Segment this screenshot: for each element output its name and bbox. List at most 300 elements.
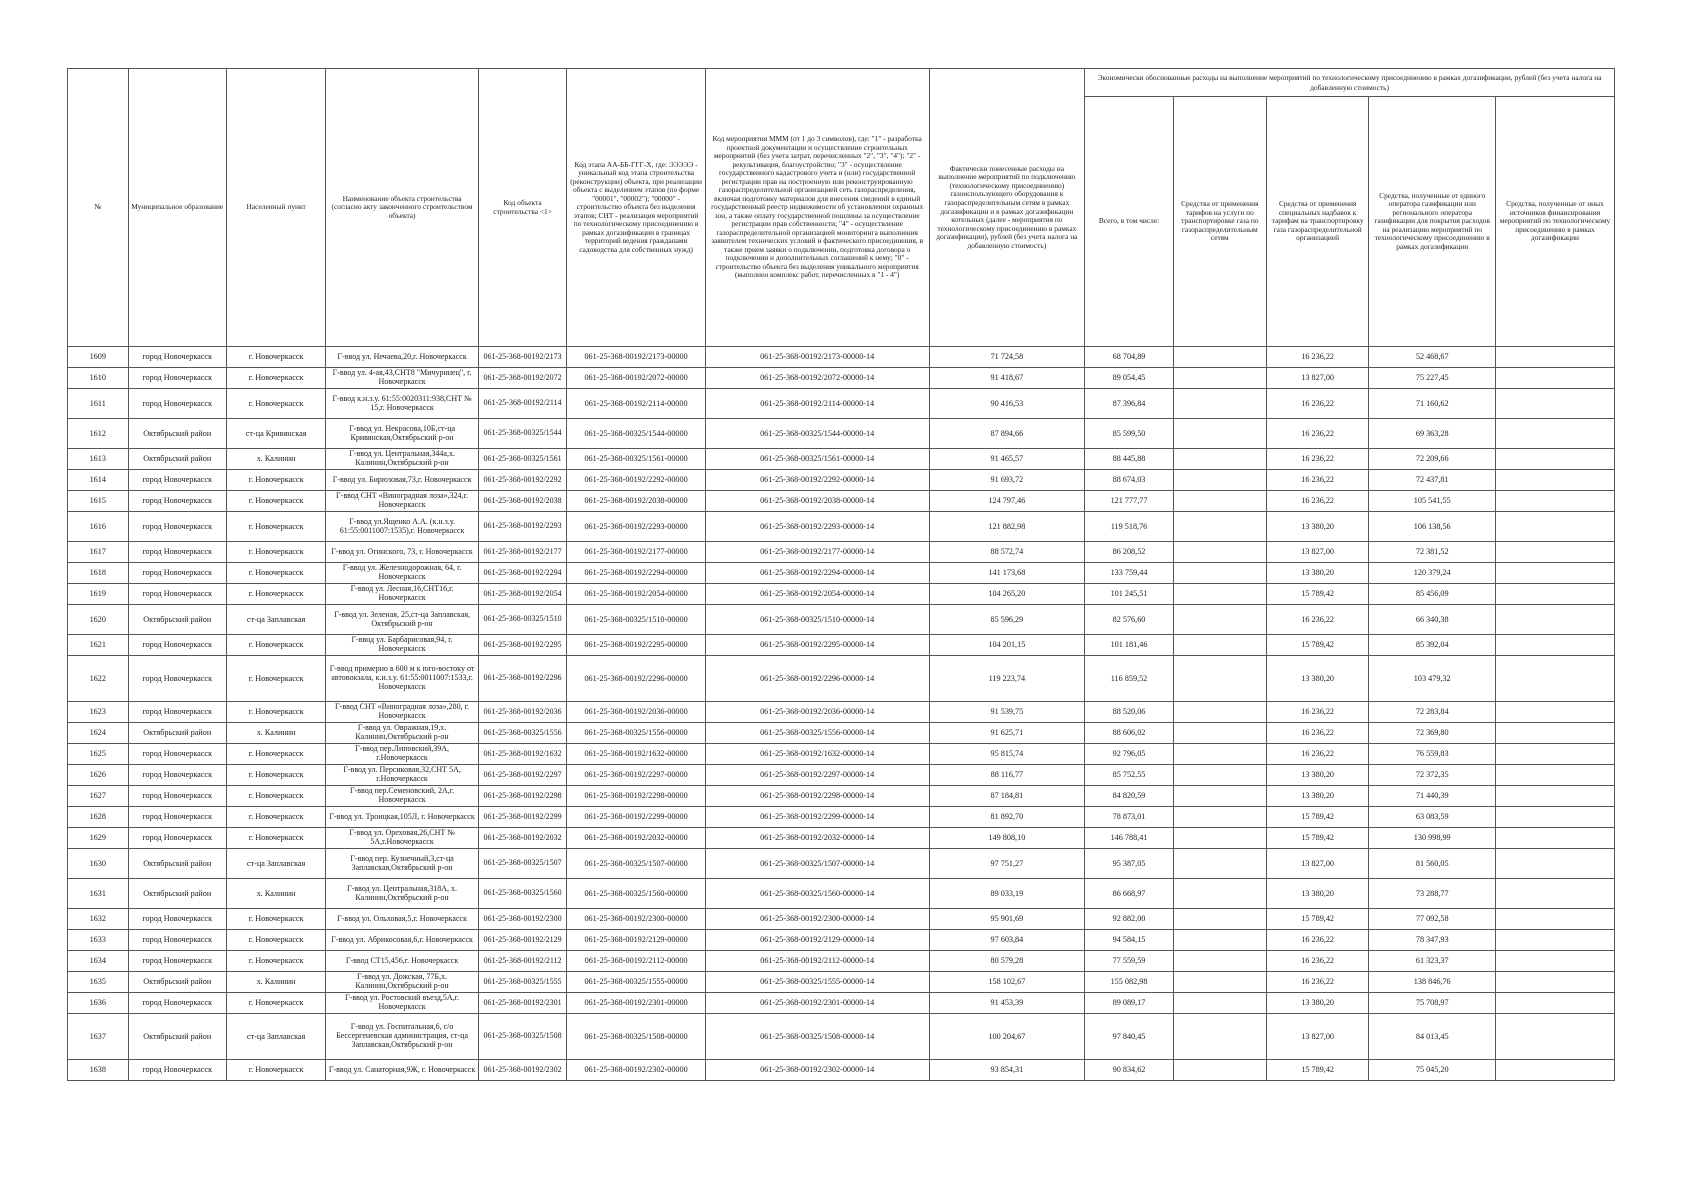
row-event-code: 061-25-368-00192/2038-00000-14 — [705, 491, 929, 512]
row-event-code: 061-25-368-00192/2177-00000-14 — [705, 542, 929, 563]
row-object-code: 061-25-368-00192/2112 — [478, 951, 567, 972]
row-municipality: город Новочеркасск — [128, 1060, 226, 1081]
table-row — [68, 1014, 1615, 1060]
row-surcharges: 15 789,42 — [1266, 584, 1369, 605]
row-event-code: 061-25-368-00192/2114-00000-14 — [705, 389, 929, 419]
row-settlement: г. Новочеркасск — [226, 807, 325, 828]
row-total: 85 752,55 — [1085, 765, 1174, 786]
row-municipality: город Новочеркасск — [128, 470, 226, 491]
row-settlement: г. Новочеркасск — [226, 909, 325, 930]
row-object-name: Г-ввод ул.Ященко А.А. (к.н.з.у. 61:55:0011007:1535),г. Новочеркасск — [326, 512, 478, 542]
row-tariffs — [1173, 605, 1266, 635]
row-other-sources — [1495, 605, 1614, 635]
row-tariffs — [1173, 879, 1266, 909]
row-settlement: г. Новочеркасск — [226, 368, 325, 389]
row-stage-code: 061-25-368-00325/1508-00000 — [567, 1014, 705, 1060]
row-object-code: 061-25-368-00325/1555 — [478, 972, 567, 993]
row-regional-operator: 138 846,76 — [1369, 972, 1495, 993]
row-surcharges: 13 827,00 — [1266, 849, 1369, 879]
row-other-sources — [1495, 993, 1614, 1014]
row-stage-code: 061-25-368-00325/1561-00000 — [567, 449, 705, 470]
row-event-code: 061-25-368-00192/2298-00000-14 — [705, 786, 929, 807]
row-surcharges: 16 236,22 — [1266, 491, 1369, 512]
row-total: 88 445,88 — [1085, 449, 1174, 470]
header-num: № — [68, 69, 129, 347]
row-other-sources — [1495, 512, 1614, 542]
row-other-sources — [1495, 765, 1614, 786]
row-municipality: Октябрьский район — [128, 849, 226, 879]
row-object-name: Г-ввод ул. Центральная,318А, х. Калинин,Октябрьский р-он — [326, 879, 478, 909]
row-tariffs — [1173, 470, 1266, 491]
row-regional-operator: 81 560,05 — [1369, 849, 1495, 879]
row-actual-costs: 124 797,46 — [929, 491, 1085, 512]
row-total: 155 082,98 — [1085, 972, 1174, 993]
row-settlement: г. Новочеркасск — [226, 765, 325, 786]
table-row — [68, 744, 1615, 765]
table-row — [68, 368, 1615, 389]
row-total: 92 882,00 — [1085, 909, 1174, 930]
row-object-name: Г-ввод ул. Троицкая,105Л, г. Новочеркасск — [326, 807, 478, 828]
row-object-code: 061-25-368-00192/2294 — [478, 563, 567, 584]
row-number: 1620 — [68, 605, 129, 635]
row-regional-operator: 63 083,59 — [1369, 807, 1495, 828]
row-number: 1637 — [68, 1014, 129, 1060]
row-number: 1629 — [68, 828, 129, 849]
row-other-sources — [1495, 972, 1614, 993]
row-actual-costs: 91 625,71 — [929, 723, 1085, 744]
row-event-code: 061-25-368-00325/1561-00000-14 — [705, 449, 929, 470]
header-object-name: Наименование объекта строительства (согласно акту законченного строительством объекта) — [326, 69, 478, 347]
row-object-name: Г-ввод пер. Кузнечный,3,ст-ца Заплавская,Октябрьский р-он — [326, 849, 478, 879]
row-actual-costs: 104 201,15 — [929, 635, 1085, 656]
row-object-code: 061-25-368-00192/2054 — [478, 584, 567, 605]
row-total: 88 674,03 — [1085, 470, 1174, 491]
row-event-code: 061-25-368-00325/1510-00000-14 — [705, 605, 929, 635]
table-row — [68, 723, 1615, 744]
row-stage-code: 061-25-368-00192/2038-00000 — [567, 491, 705, 512]
row-object-name: Г-ввод ул. Нечаева,20,г. Новочеркасск — [326, 347, 478, 368]
row-actual-costs: 91 418,67 — [929, 368, 1085, 389]
row-municipality: город Новочеркасск — [128, 702, 226, 723]
row-object-name: Г-ввод ул. Бирюзовая,73,г. Новочеркасск — [326, 470, 478, 491]
row-tariffs — [1173, 909, 1266, 930]
row-number: 1612 — [68, 419, 129, 449]
row-municipality: город Новочеркасск — [128, 656, 226, 702]
row-object-code: 061-25-368-00192/1632 — [478, 744, 567, 765]
row-total: 94 584,15 — [1085, 930, 1174, 951]
row-tariffs — [1173, 449, 1266, 470]
row-actual-costs: 88 116,77 — [929, 765, 1085, 786]
row-object-code: 061-25-368-00192/2036 — [478, 702, 567, 723]
row-regional-operator: 72 437,81 — [1369, 470, 1495, 491]
row-total: 95 387,05 — [1085, 849, 1174, 879]
header-actual-costs: Фактически понесенные расходы на выполнение мероприятий по подключению (технологическому присоединению) газоиспользующего оборудования к газораспределительным сетям в рамках догазификации и в рамках догазификации котельных (далее - мероприятия по технологическому присоединению в рамках догазификации), рублей (без учета налога на добавленную стоимость) — [929, 69, 1085, 347]
row-object-code: 061-25-368-00192/2038 — [478, 491, 567, 512]
row-regional-operator: 76 559,83 — [1369, 744, 1495, 765]
row-regional-operator: 75 708,97 — [1369, 993, 1495, 1014]
row-total: 85 599,50 — [1085, 419, 1174, 449]
row-object-name: Г-ввод ул. Ольховая,5,г. Новочеркасск — [326, 909, 478, 930]
row-event-code: 061-25-368-00192/2295-00000-14 — [705, 635, 929, 656]
row-object-code: 061-25-368-00192/2129 — [478, 930, 567, 951]
row-municipality: город Новочеркасск — [128, 930, 226, 951]
row-other-sources — [1495, 419, 1614, 449]
row-settlement: ст-ца Заплавская — [226, 1014, 325, 1060]
row-tariffs — [1173, 807, 1266, 828]
row-other-sources — [1495, 449, 1614, 470]
row-other-sources — [1495, 930, 1614, 951]
row-actual-costs: 97 751,27 — [929, 849, 1085, 879]
row-regional-operator: 66 340,38 — [1369, 605, 1495, 635]
row-tariffs — [1173, 419, 1266, 449]
table-row — [68, 879, 1615, 909]
row-total: 78 873,01 — [1085, 807, 1174, 828]
row-other-sources — [1495, 909, 1614, 930]
row-surcharges: 13 827,00 — [1266, 368, 1369, 389]
row-event-code: 061-25-368-00192/2302-00000-14 — [705, 1060, 929, 1081]
row-actual-costs: 91 539,75 — [929, 702, 1085, 723]
row-regional-operator: 77 092,58 — [1369, 909, 1495, 930]
row-other-sources — [1495, 347, 1614, 368]
row-other-sources — [1495, 584, 1614, 605]
row-number: 1626 — [68, 765, 129, 786]
row-object-code: 061-25-368-00192/2072 — [478, 368, 567, 389]
row-number: 1613 — [68, 449, 129, 470]
table-row — [68, 449, 1615, 470]
row-actual-costs: 91 453,39 — [929, 993, 1085, 1014]
row-tariffs — [1173, 993, 1266, 1014]
row-object-name: Г-ввод ул. Некрасова,10Б,ст-ца Кривянская,Октябрьский р-он — [326, 419, 478, 449]
row-number: 1632 — [68, 909, 129, 930]
row-settlement: г. Новочеркасск — [226, 347, 325, 368]
row-other-sources — [1495, 563, 1614, 584]
row-number: 1623 — [68, 702, 129, 723]
row-actual-costs: 85 596,29 — [929, 605, 1085, 635]
row-total: 101 245,51 — [1085, 584, 1174, 605]
row-surcharges: 16 236,22 — [1266, 470, 1369, 491]
row-regional-operator: 105 541,55 — [1369, 491, 1495, 512]
row-number: 1635 — [68, 972, 129, 993]
row-object-code: 061-25-368-00192/2301 — [478, 993, 567, 1014]
row-stage-code: 061-25-368-00325/1555-00000 — [567, 972, 705, 993]
row-settlement: ст-ца Кривянская — [226, 419, 325, 449]
row-object-code: 061-25-368-00192/2297 — [478, 765, 567, 786]
row-stage-code: 061-25-368-00325/1556-00000 — [567, 723, 705, 744]
row-actual-costs: 91 693,72 — [929, 470, 1085, 491]
row-event-code: 061-25-368-00192/2072-00000-14 — [705, 368, 929, 389]
row-object-name: Г-ввод ул. Лесная,16,СНТ16,г. Новочеркасск — [326, 584, 478, 605]
row-surcharges: 13 380,20 — [1266, 786, 1369, 807]
row-object-name: Г-ввод СТ15,456,г. Новочеркасск — [326, 951, 478, 972]
row-tariffs — [1173, 744, 1266, 765]
header-tariffs: Средства от применения тарифов на услуги по транспортировке газа по газораспределительным сетям — [1173, 97, 1266, 347]
row-other-sources — [1495, 368, 1614, 389]
row-event-code: 061-25-368-00192/2300-00000-14 — [705, 909, 929, 930]
row-other-sources — [1495, 635, 1614, 656]
row-tariffs — [1173, 542, 1266, 563]
table-row — [68, 930, 1615, 951]
row-regional-operator: 72 283,84 — [1369, 702, 1495, 723]
row-stage-code: 061-25-368-00192/2294-00000 — [567, 563, 705, 584]
row-object-code: 061-25-368-00325/1510 — [478, 605, 567, 635]
row-municipality: город Новочеркасск — [128, 635, 226, 656]
table-row — [68, 656, 1615, 702]
row-other-sources — [1495, 744, 1614, 765]
row-regional-operator: 52 468,67 — [1369, 347, 1495, 368]
row-number: 1609 — [68, 347, 129, 368]
row-object-code: 061-25-368-00192/2032 — [478, 828, 567, 849]
row-number: 1622 — [68, 656, 129, 702]
row-other-sources — [1495, 1014, 1614, 1060]
row-settlement: х. Калинин — [226, 723, 325, 744]
row-regional-operator: 103 479,32 — [1369, 656, 1495, 702]
row-settlement: х. Калинин — [226, 972, 325, 993]
header-regional-operator: Средства, полученные от единого оператора газификации или регионального оператора газификации для покрытия расходов на реализацию мероприятий по технологическому присоединению в рамках догазификации — [1369, 97, 1495, 347]
row-tariffs — [1173, 368, 1266, 389]
row-settlement: г. Новочеркасск — [226, 542, 325, 563]
row-municipality: Октябрьский район — [128, 419, 226, 449]
row-tariffs — [1173, 786, 1266, 807]
row-settlement: г. Новочеркасск — [226, 584, 325, 605]
row-surcharges: 15 789,42 — [1266, 909, 1369, 930]
cost-table — [67, 68, 1615, 1081]
row-actual-costs: 104 265,20 — [929, 584, 1085, 605]
row-surcharges: 16 236,22 — [1266, 449, 1369, 470]
row-tariffs — [1173, 702, 1266, 723]
row-settlement: г. Новочеркасск — [226, 635, 325, 656]
row-regional-operator: 71 440,39 — [1369, 786, 1495, 807]
row-stage-code: 061-25-368-00192/2302-00000 — [567, 1060, 705, 1081]
row-object-name: Г-ввод пер.Семеновский, 2А,г. Новочеркасск — [326, 786, 478, 807]
row-regional-operator: 72 369,80 — [1369, 723, 1495, 744]
row-surcharges: 16 236,22 — [1266, 951, 1369, 972]
row-settlement: г. Новочеркасск — [226, 993, 325, 1014]
row-number: 1616 — [68, 512, 129, 542]
table-row — [68, 635, 1615, 656]
row-other-sources — [1495, 542, 1614, 563]
row-municipality: город Новочеркасск — [128, 765, 226, 786]
row-stage-code: 061-25-368-00192/2129-00000 — [567, 930, 705, 951]
row-tariffs — [1173, 512, 1266, 542]
row-actual-costs: 100 204,67 — [929, 1014, 1085, 1060]
row-municipality: Октябрьский район — [128, 723, 226, 744]
row-regional-operator: 85 392,04 — [1369, 635, 1495, 656]
row-regional-operator: 120 379,24 — [1369, 563, 1495, 584]
row-object-name: Г-ввод ул. Огинского, 73, г. Новочеркасск — [326, 542, 478, 563]
row-tariffs — [1173, 656, 1266, 702]
table-row — [68, 993, 1615, 1014]
header-event-code: Код мероприятия МММ (от 1 до 3 символов), где: "1" - разработка проектной документации и осуществление строительных мероприятий (без учета затрат, перечисленных "2", "3", "4"); "2" - рекультивация, благоустройство; "3" - осуществление государственного кадастрового учета и (или) государственной регистрации прав на построенную или реконструированную газораспределительной организацией сеть газораспределения, включая подготовку материалов для внесения сведений в единый государственный реестр недвижимости об установлении охранных зон, а также оплату государственной пошлины за осуществление регистрации прав собственности; "4" - осуществление газораспределительной организацией мониторинга выполнения заявителем технических условий и фактического присоединения, в также прием заявки о подключении, подготовка договора о подключении и дополнительных соглашений к нему; "0" - строительство объекта без выделения уникального мероприятия (выполнен комплекс работ, перечисленных в "1 - 4") — [705, 69, 929, 347]
row-actual-costs: 80 579,28 — [929, 951, 1085, 972]
header-surcharges: Средства от применения специальных надбавок к тарифам на транспортировку газа газораспределительной организацией — [1266, 97, 1369, 347]
row-settlement: г. Новочеркасск — [226, 786, 325, 807]
table-row — [68, 542, 1615, 563]
header-object-code: Код объекта строительства <1> — [478, 69, 567, 347]
table-row — [68, 512, 1615, 542]
table-row — [68, 849, 1615, 879]
row-total: 86 208,52 — [1085, 542, 1174, 563]
row-total: 97 840,45 — [1085, 1014, 1174, 1060]
row-number: 1631 — [68, 879, 129, 909]
row-settlement: г. Новочеркасск — [226, 828, 325, 849]
row-tariffs — [1173, 765, 1266, 786]
row-other-sources — [1495, 879, 1614, 909]
row-settlement: г. Новочеркасск — [226, 470, 325, 491]
table-row — [68, 389, 1615, 419]
row-number: 1624 — [68, 723, 129, 744]
row-total: 84 820,59 — [1085, 786, 1174, 807]
row-surcharges: 13 380,20 — [1266, 512, 1369, 542]
row-number: 1633 — [68, 930, 129, 951]
header-municipality: Муниципальное образование — [128, 69, 226, 347]
row-number: 1617 — [68, 542, 129, 563]
table-row — [68, 563, 1615, 584]
row-municipality: город Новочеркасск — [128, 909, 226, 930]
row-object-name: Г-ввод ул. Абрикосовая,6,г. Новочеркасск — [326, 930, 478, 951]
table-row — [68, 828, 1615, 849]
row-tariffs — [1173, 930, 1266, 951]
row-tariffs — [1173, 723, 1266, 744]
row-number: 1638 — [68, 1060, 129, 1081]
row-regional-operator: 72 209,66 — [1369, 449, 1495, 470]
row-number: 1625 — [68, 744, 129, 765]
row-surcharges: 16 236,22 — [1266, 930, 1369, 951]
row-regional-operator: 84 013,45 — [1369, 1014, 1495, 1060]
row-object-code: 061-25-368-00325/1508 — [478, 1014, 567, 1060]
row-surcharges: 16 236,22 — [1266, 605, 1369, 635]
row-other-sources — [1495, 702, 1614, 723]
row-regional-operator: 71 160,62 — [1369, 389, 1495, 419]
row-stage-code: 061-25-368-00192/2177-00000 — [567, 542, 705, 563]
row-surcharges: 13 380,20 — [1266, 563, 1369, 584]
row-municipality: город Новочеркасск — [128, 951, 226, 972]
row-tariffs — [1173, 1060, 1266, 1081]
row-object-name: Г-ввод ул. Санаторная,9Ж, г. Новочеркасск — [326, 1060, 478, 1081]
table-body — [68, 347, 1615, 1081]
row-event-code: 061-25-368-00192/2292-00000-14 — [705, 470, 929, 491]
row-total: 68 704,89 — [1085, 347, 1174, 368]
row-object-name: Г-ввод ул. Персиковая,32,СНТ 5А, г.Новочеркасск — [326, 765, 478, 786]
row-other-sources — [1495, 389, 1614, 419]
table-row — [68, 470, 1615, 491]
table-row — [68, 584, 1615, 605]
row-municipality: город Новочеркасск — [128, 744, 226, 765]
row-number: 1619 — [68, 584, 129, 605]
row-stage-code: 061-25-368-00192/2032-00000 — [567, 828, 705, 849]
row-number: 1634 — [68, 951, 129, 972]
row-tariffs — [1173, 972, 1266, 993]
row-number: 1627 — [68, 786, 129, 807]
row-municipality: город Новочеркасск — [128, 347, 226, 368]
header-total: Всего, в том числе: — [1085, 97, 1174, 347]
row-object-name: Г-ввод ул. Барбарисовая,94, г. Новочеркасск — [326, 635, 478, 656]
row-municipality: город Новочеркасск — [128, 993, 226, 1014]
row-object-code: 061-25-368-00192/2293 — [478, 512, 567, 542]
row-municipality: Октябрьский район — [128, 449, 226, 470]
table-row — [68, 1060, 1615, 1081]
row-total: 146 788,41 — [1085, 828, 1174, 849]
row-regional-operator: 73 288,77 — [1369, 879, 1495, 909]
row-surcharges: 13 827,00 — [1266, 542, 1369, 563]
row-total: 119 518,76 — [1085, 512, 1174, 542]
row-object-code: 061-25-368-00325/1544 — [478, 419, 567, 449]
table-row — [68, 605, 1615, 635]
row-stage-code: 061-25-368-00192/1632-00000 — [567, 744, 705, 765]
row-other-sources — [1495, 470, 1614, 491]
row-settlement: г. Новочеркасск — [226, 656, 325, 702]
row-surcharges: 16 236,22 — [1266, 702, 1369, 723]
row-number: 1614 — [68, 470, 129, 491]
row-tariffs — [1173, 491, 1266, 512]
row-actual-costs: 93 854,31 — [929, 1060, 1085, 1081]
row-tariffs — [1173, 828, 1266, 849]
row-stage-code: 061-25-368-00192/2173-00000 — [567, 347, 705, 368]
row-municipality: город Новочеркасск — [128, 542, 226, 563]
row-object-code: 061-25-368-00325/1560 — [478, 879, 567, 909]
row-event-code: 061-25-368-00192/2299-00000-14 — [705, 807, 929, 828]
row-surcharges: 13 380,20 — [1266, 765, 1369, 786]
table-row — [68, 347, 1615, 368]
row-total: 121 777,77 — [1085, 491, 1174, 512]
row-other-sources — [1495, 491, 1614, 512]
row-object-code: 061-25-368-00192/2292 — [478, 470, 567, 491]
row-stage-code: 061-25-368-00325/1507-00000 — [567, 849, 705, 879]
row-event-code: 061-25-368-00325/1555-00000-14 — [705, 972, 929, 993]
row-municipality: город Новочеркасск — [128, 828, 226, 849]
row-stage-code: 061-25-368-00192/2299-00000 — [567, 807, 705, 828]
row-stage-code: 061-25-368-00192/2054-00000 — [567, 584, 705, 605]
row-surcharges: 16 236,22 — [1266, 723, 1369, 744]
row-regional-operator: 72 372,35 — [1369, 765, 1495, 786]
row-regional-operator: 72 381,52 — [1369, 542, 1495, 563]
row-settlement: г. Новочеркасск — [226, 951, 325, 972]
row-total: 89 054,45 — [1085, 368, 1174, 389]
row-object-name: Г-ввод ул. Ростовский въезд,5А,г. Новочеркасск — [326, 993, 478, 1014]
row-actual-costs: 90 416,53 — [929, 389, 1085, 419]
row-actual-costs: 88 572,74 — [929, 542, 1085, 563]
row-settlement: г. Новочеркасск — [226, 1060, 325, 1081]
row-total: 82 576,60 — [1085, 605, 1174, 635]
row-municipality: Октябрьский район — [128, 605, 226, 635]
row-object-name: Г-ввод ул. Ореховая,26,СНТ № 5А,г.Новочеркасск — [326, 828, 478, 849]
row-stage-code: 061-25-368-00192/2301-00000 — [567, 993, 705, 1014]
row-surcharges: 16 236,22 — [1266, 744, 1369, 765]
row-total: 90 834,62 — [1085, 1060, 1174, 1081]
table-row — [68, 419, 1615, 449]
row-event-code: 061-25-368-00325/1507-00000-14 — [705, 849, 929, 879]
row-municipality: Октябрьский район — [128, 972, 226, 993]
row-stage-code: 061-25-368-00192/2112-00000 — [567, 951, 705, 972]
row-surcharges: 15 789,42 — [1266, 635, 1369, 656]
table-row — [68, 807, 1615, 828]
row-total: 88 606,02 — [1085, 723, 1174, 744]
row-number: 1618 — [68, 563, 129, 584]
row-actual-costs: 158 102,67 — [929, 972, 1085, 993]
row-object-name: Г-ввод ул. Дожская, 77Б,х. Калинин,Октябрьский р-он — [326, 972, 478, 993]
header-justified-costs-group: Экономически обоснованные расходы на выполнение мероприятий по технологическому присоединению в рамках догазификации, рублей (без учета налога на добавленную стоимость) — [1085, 69, 1615, 97]
row-surcharges: 15 789,42 — [1266, 807, 1369, 828]
row-stage-code: 061-25-368-00192/2036-00000 — [567, 702, 705, 723]
row-tariffs — [1173, 563, 1266, 584]
row-actual-costs: 71 724,58 — [929, 347, 1085, 368]
row-surcharges: 13 380,20 — [1266, 879, 1369, 909]
row-event-code: 061-25-368-00192/1632-00000-14 — [705, 744, 929, 765]
row-event-code: 061-25-368-00192/2293-00000-14 — [705, 512, 929, 542]
row-event-code: 061-25-368-00325/1508-00000-14 — [705, 1014, 929, 1060]
row-event-code: 061-25-368-00192/2129-00000-14 — [705, 930, 929, 951]
row-total: 133 759,44 — [1085, 563, 1174, 584]
row-event-code: 061-25-368-00192/2036-00000-14 — [705, 702, 929, 723]
